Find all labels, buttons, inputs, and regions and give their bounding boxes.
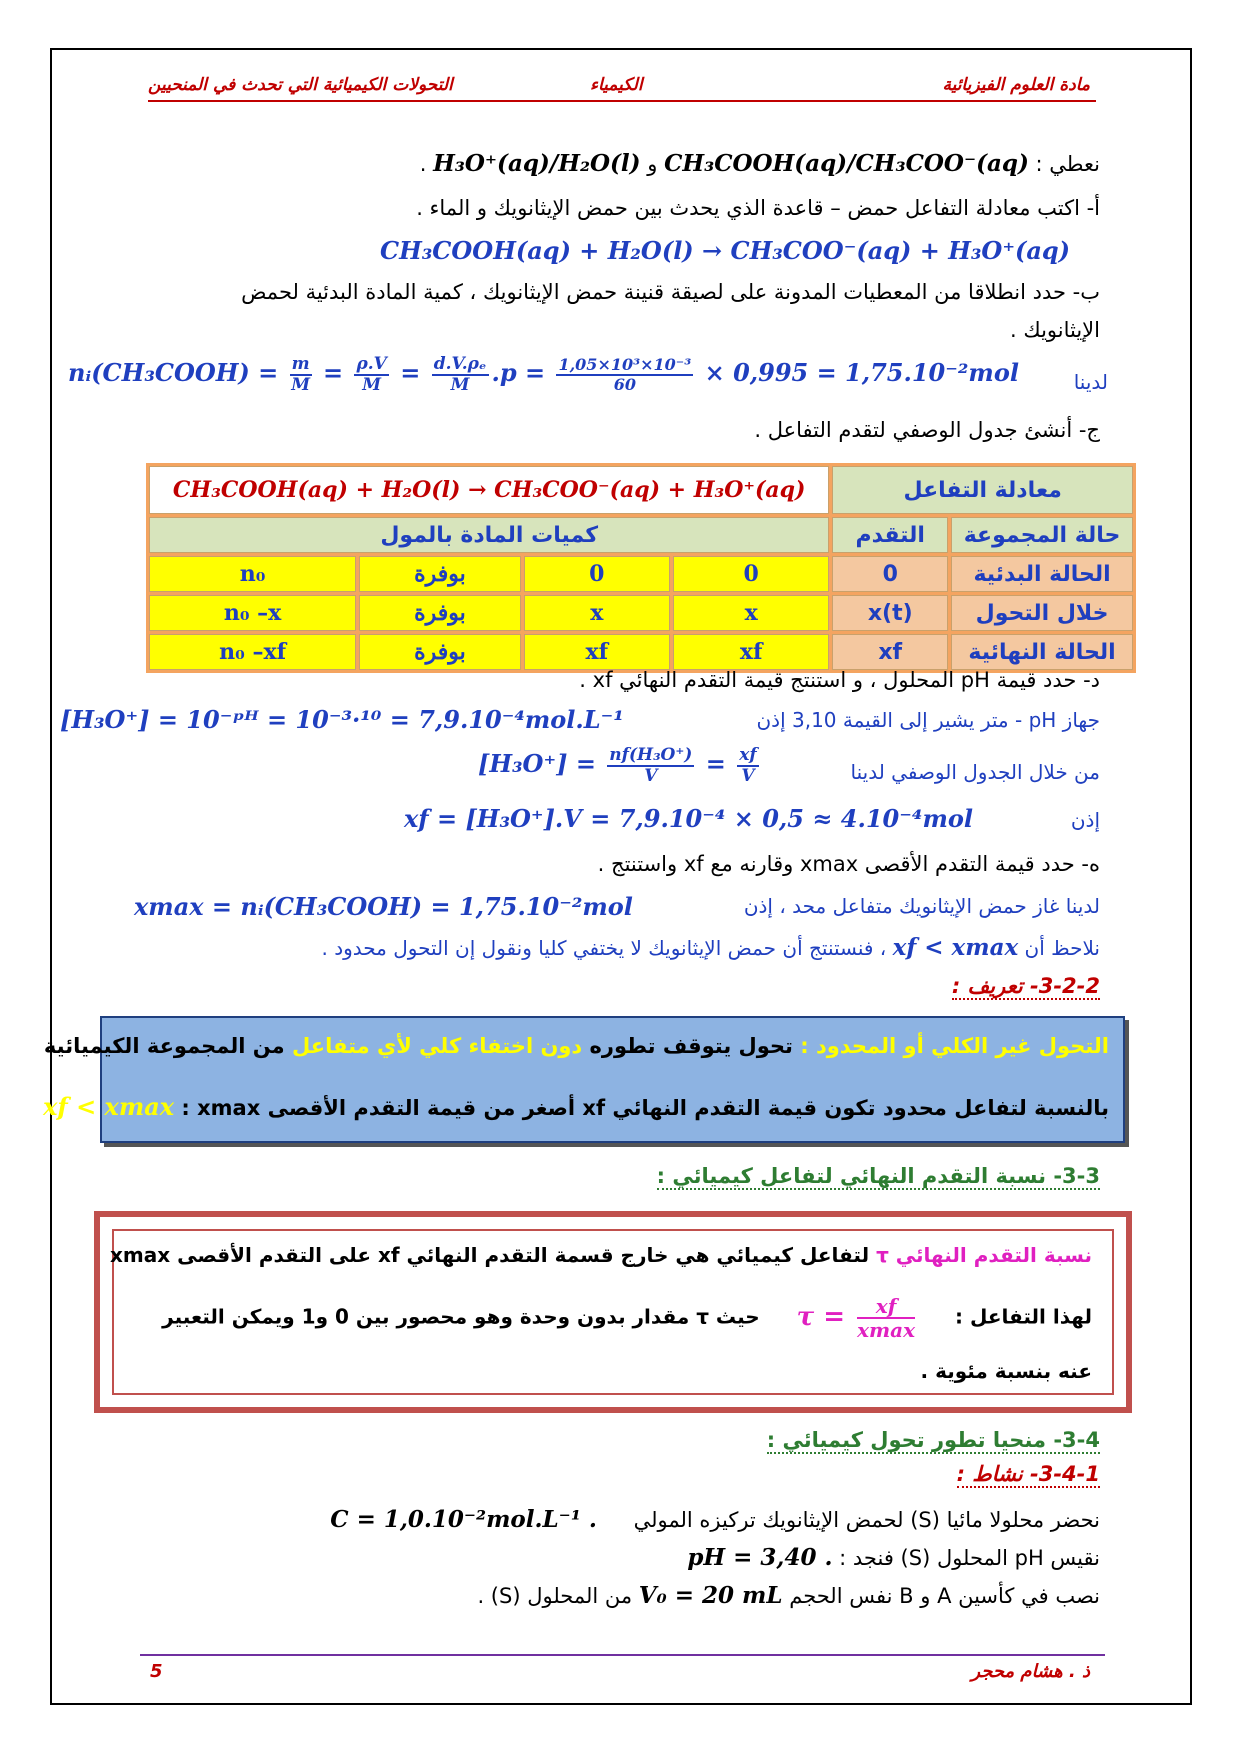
table-cell: بوفرة — [359, 634, 521, 670]
definition-line1-b: دون اختفاء كلي لأي متفاعل — [291, 1034, 583, 1058]
part-d-question: د- حدد قيمة pH المحلول ، و استنتج قيمة التقدم النهائي xf . — [579, 668, 1100, 692]
part-a-question: أ- اكتب معادلة التفاعل حمض – قاعدة الذي يحدث بين حمض الإيثانويك و الماء . — [416, 196, 1100, 220]
given-and: و — [647, 152, 658, 176]
fraction-nf-V — [607, 746, 694, 785]
definition-box — [43, 1016, 1125, 1143]
activity-line-1 — [330, 1506, 1100, 1533]
table-cell: بوفرة — [359, 556, 521, 592]
table-cell: 0 — [524, 556, 670, 592]
part-e-limit-text: لدينا غاز حمض الإيثانويك متفاعل محد ، إذن — [743, 894, 1100, 918]
definition-inequality: xf < xmax — [43, 1092, 175, 1121]
table-cell: n₀ –x — [149, 595, 356, 631]
table-cell: الحالة البدئية — [951, 556, 1133, 592]
given-label: نعطي : — [1035, 152, 1100, 176]
conc-f2-den: V — [741, 765, 755, 786]
table-cell: xf — [832, 634, 948, 670]
table-row — [149, 517, 1133, 553]
table-equation: CH₃COOH(aq) + H₂O(l) → CH₃COO⁻(aq) + H₃O⁺(aq) — [149, 466, 829, 514]
conc-f1-den: V — [644, 765, 658, 786]
ratio-line-2 — [162, 1295, 1092, 1341]
table-cell: xf — [673, 634, 829, 670]
part-b-question-1: ب- حدد انطلاقا من المعطيات المدونة على لصيقة قنينة حمض الإيثانويك ، كمية المادة البدئية لحمض — [241, 280, 1100, 304]
definition-line-2 — [43, 1092, 1109, 1121]
ratio-line2-b: حيث τ مقدار بدون وحدة وهو محصور بين 0 و1 ويمكن التعبير — [162, 1304, 760, 1329]
table-cell: xf — [524, 634, 670, 670]
footer-page-number: 5 — [150, 1661, 163, 1682]
table-cell: 0 — [832, 556, 948, 592]
definition-line2: بالنسبة لتفاعل محدود تكون قيمة التقدم النهائي xf أصغر من قيمة التقدم الأقصى xmax : — [181, 1096, 1109, 1120]
table-advance-header: التقدم — [832, 517, 948, 553]
table-cell: n₀ — [149, 556, 356, 592]
ratio-line1: لتفاعل كيميائي هي خارج قسمة التقدم النهائي xf على التقدم الأقصى xmax — [109, 1243, 870, 1267]
fraction-dVrho-M — [432, 355, 489, 394]
table-cell: خلال التحول — [951, 595, 1133, 631]
f2-num: ρ.V — [356, 354, 387, 374]
tau-den: xmax — [857, 1318, 916, 1342]
ratio-box — [94, 1211, 1132, 1413]
table-cell: x — [673, 595, 829, 631]
f1-num: m — [291, 354, 310, 374]
part-b-intro: لدينا — [1073, 370, 1108, 394]
activity-line-2 — [687, 1544, 1100, 1571]
part-b-formula: nᵢ(CH₃COOH) = $\frac{m}{M}$ = $\frac{\rho.V}{M}$ = $\frac{\text{d.V.ρₑ}}{M}$ .p = $\frac{\text{1,05×10³×10⁻³}}{60}$ × 0,995 = 1,75.10⁻²mol — [68, 354, 1019, 395]
activity-line2-eq: pH = 3,40 . — [687, 1544, 833, 1571]
definition-line-1 — [44, 1034, 1109, 1058]
conclusion-post: ، فنستنتج أن حمض الإيثانويك لا يختفي كليا ونقول إن التحول محدود . — [321, 936, 887, 960]
table-row — [149, 466, 1133, 514]
table-cell: x — [524, 595, 670, 631]
fraction-tau — [857, 1295, 915, 1341]
table-row — [149, 556, 1133, 592]
definition-heading — [952, 974, 1100, 998]
definition-line1-c: من المجموعة الكيميائية — [43, 1034, 285, 1058]
given-couple2: CH₃COOH(aq)/CH₃COO⁻(aq) — [664, 150, 1029, 177]
fraction-rhoV-M — [354, 355, 388, 394]
activity-line3-text: نصب في كأسين A و B نفس الحجم — [789, 1584, 1100, 1608]
part-c-question: ج- أنشئ جدول الوصفي لتقدم التفاعل . — [754, 418, 1100, 442]
curve-heading-text: 3-4- منحيا تطور تحول كيميائي : — [766, 1428, 1100, 1452]
footer-divider — [140, 1654, 1105, 1656]
part-d-ph-text: جهاز pH - متر يشير إلى القيمة 3,10 إذن — [756, 708, 1100, 732]
conc-lhs: [H₃O⁺] = — [478, 749, 596, 779]
f3-num: d.V.ρₑ — [433, 354, 487, 374]
f2-den: M — [362, 374, 382, 395]
conc-f1-num: nf(H₃O⁺) — [609, 745, 693, 765]
fraction-m-M — [290, 355, 312, 394]
footer-author: ذ . هشام محجر — [971, 1661, 1090, 1682]
activity-line2-text: نقيس pH المحلول (S) فنجد : — [839, 1546, 1100, 1570]
table-state-header: حالة المجموعة — [951, 517, 1133, 553]
table-reaction-label: معادلة التفاعل — [832, 466, 1133, 514]
definition-line1-a: تحول يتوقف تطوره — [589, 1034, 793, 1058]
header-lesson: التحولات الكيميائية التي تحدث في المنحيين — [148, 75, 453, 95]
part-b-question-2: الإيثانويك . — [1010, 318, 1100, 342]
f3-den: M — [450, 374, 470, 395]
given-line: نعطي : CH₃COOH(aq)/CH₃COO⁻(aq) و H₃O⁺(aq)/H₂O(l) . — [419, 150, 1100, 177]
activity-line1-eq: C = 1,0.10⁻²mol.L⁻¹ . — [330, 1506, 597, 1533]
definition-heading-text: 3-2-2- تعريف : — [951, 974, 1100, 998]
f4-den: 60 — [613, 374, 636, 394]
ratio-term: نسبة التقدم النهائي τ — [876, 1243, 1092, 1267]
activity-line3-end: من المحلول (S) . — [477, 1584, 633, 1608]
activity-line3-eq: V₀ = 20 mL — [638, 1582, 783, 1609]
part-e-xmax-equation: xmax = nᵢ(CH₃COOH) = 1,75.10⁻²mol — [134, 892, 633, 921]
activity-line1-text: نحضر محلولا مائيا (S) لحمض الإيثانويك تركيزه المولي — [633, 1508, 1100, 1532]
table-cell: n₀ –xf — [149, 634, 356, 670]
table-cell: x(t) — [832, 595, 948, 631]
header-divider — [148, 100, 1096, 102]
ratio-heading-text: 3-3- نسبة التقدم النهائي لتفاعل كيميائي : — [656, 1164, 1100, 1188]
ratio-line-1 — [110, 1243, 1092, 1267]
curve-heading — [767, 1428, 1100, 1452]
ratio-heading — [657, 1164, 1100, 1188]
tau-formula — [797, 1295, 918, 1341]
table-cell: بوفرة — [359, 595, 521, 631]
nb-lhs: nᵢ(CH₃COOH) = — [68, 358, 279, 388]
table-quantities-header: كميات المادة بالمول — [149, 517, 829, 553]
ratio-line2-a: لهذا التفاعل : — [955, 1304, 1092, 1329]
table-row — [149, 634, 1133, 670]
part-a-equation: CH₃COOH(aq) + H₂O(l) → CH₃COO⁻(aq) + H₃O⁺(aq) — [380, 236, 1071, 265]
f1-den: M — [291, 374, 311, 395]
nb-times-p: .p = — [491, 358, 546, 388]
part-e-question: ه- حدد قيمة التقدم الأقصى xmax وقارنه مع xf واستنتج . — [597, 852, 1100, 876]
table-cell: 0 — [673, 556, 829, 592]
nb-result: × 0,995 = 1,75.10⁻²mol — [704, 358, 1019, 388]
part-d-table-text: من خلال الجدول الوصفي لدينا — [850, 760, 1100, 784]
f4-num: 1,05×10³×10⁻³ — [558, 355, 692, 375]
activity-line-3 — [477, 1582, 1100, 1609]
definition-term: التحول غير الكلي أو المحدود : — [800, 1034, 1109, 1058]
fraction-xf-V — [737, 746, 758, 785]
given-couple1: H₃O⁺(aq)/H₂O(l) — [433, 150, 641, 177]
conclusion-inequality: xf < xmax — [892, 934, 1019, 961]
part-d-conc-formula: [H₃O⁺] = $\frac{\text{nf(H₃O⁺)}}{V}$ = $\frac{xf}{V}$ — [478, 745, 757, 786]
tau-symbol: τ = — [796, 1302, 845, 1332]
progress-table — [146, 463, 1136, 673]
header-branch: الكيمياء — [590, 75, 643, 95]
part-e-conclusion — [321, 934, 1100, 961]
table-cell: الحالة النهائية — [951, 634, 1133, 670]
conclusion-pre: نلاحظ أن — [1024, 936, 1100, 960]
tau-num: xf — [857, 1295, 915, 1319]
ratio-line-3: عنه بنسبة مئوية . — [920, 1359, 1092, 1383]
fraction-numeric — [556, 356, 693, 393]
activity-heading-text: 3-4-1- نشاط : — [956, 1462, 1100, 1486]
header-subject: مادة العلوم الفيزيائية — [942, 75, 1090, 95]
table-row — [149, 595, 1133, 631]
part-d-xf-equation: xf = [H₃O⁺].V = 7,9.10⁻⁴ × 0,5 ≈ 4.10⁻⁴mol — [404, 804, 973, 833]
part-d-ph-equation: [H₃O⁺] = 10⁻ᵖᴴ = 10⁻³·¹⁰ = 7,9.10⁻⁴mol.L⁻¹ — [60, 705, 624, 734]
activity-heading — [957, 1462, 1100, 1486]
part-d-so: إذن — [1070, 808, 1100, 832]
conc-f2-num: xf — [739, 745, 757, 765]
